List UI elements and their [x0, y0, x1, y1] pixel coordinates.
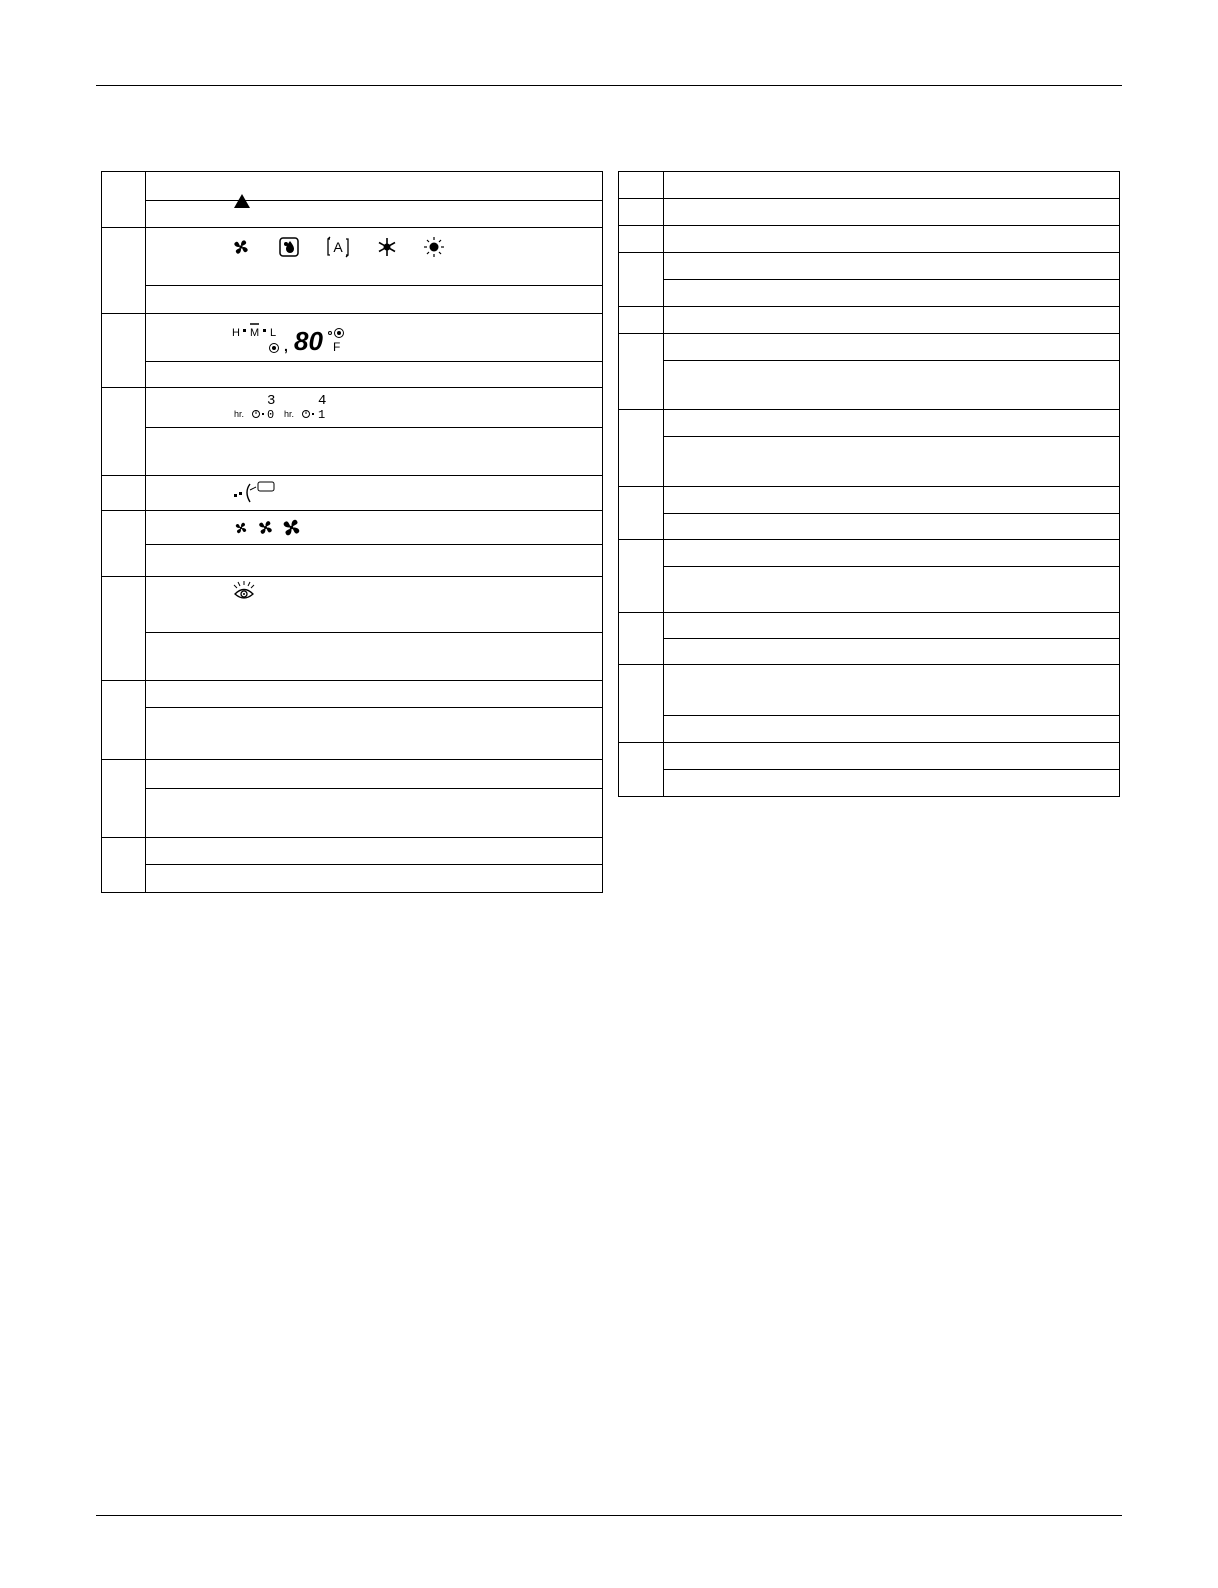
description-cell — [664, 307, 1120, 334]
table-row — [619, 567, 1120, 613]
item-number-cell — [619, 334, 664, 410]
auto-mode-icon — [325, 236, 351, 258]
description-cell — [146, 201, 603, 228]
item-number-cell — [619, 253, 664, 307]
heat-mode-icon — [423, 236, 445, 258]
up-triangle-icon — [234, 194, 250, 208]
table-row — [619, 743, 1120, 770]
table-row — [619, 253, 1120, 280]
table-row — [102, 511, 603, 545]
icon-cell — [146, 476, 603, 511]
table-row — [102, 545, 603, 577]
header-rule — [96, 85, 1122, 86]
description-cell — [664, 514, 1120, 540]
table-row — [102, 476, 603, 511]
description-cell — [664, 226, 1120, 253]
description-cell — [146, 633, 603, 681]
table-row — [102, 362, 603, 388]
icon-cell — [146, 314, 603, 362]
table-row — [102, 201, 603, 228]
table-row — [619, 487, 1120, 514]
eye-sensor-icon — [233, 581, 255, 601]
item-number-cell — [619, 172, 664, 199]
table-row — [619, 514, 1120, 540]
timer-off-digit-bottom: 1 — [318, 408, 326, 422]
icon-cell — [146, 172, 603, 201]
description-cell — [664, 280, 1120, 307]
fan-mode-icon — [232, 238, 250, 256]
timer-on-digit-bottom: 0 — [267, 408, 275, 422]
table-row — [619, 716, 1120, 743]
table-row — [619, 280, 1120, 307]
item-number-cell — [619, 665, 664, 743]
item-number-cell — [102, 314, 146, 388]
table-row — [619, 226, 1120, 253]
item-number-cell — [102, 172, 146, 228]
description-cell — [146, 362, 603, 388]
item-number-cell — [619, 487, 664, 540]
description-cell — [664, 613, 1120, 639]
table-row — [102, 286, 603, 314]
item-number-cell — [619, 199, 664, 226]
description-cell — [146, 428, 603, 476]
table-row — [102, 388, 603, 428]
fan-medium-label: M — [250, 327, 260, 339]
temp-separator: , — [284, 338, 288, 354]
item-number-cell — [619, 613, 664, 665]
table-row — [102, 865, 603, 893]
description-cell — [146, 789, 603, 838]
description-cell — [664, 716, 1120, 743]
fan-speed-low-icon — [234, 521, 248, 535]
swing-icon — [234, 480, 280, 506]
description-cell — [146, 708, 603, 760]
description-cell — [146, 838, 603, 865]
table-row — [619, 437, 1120, 487]
table-row — [619, 410, 1120, 437]
item-number-cell — [619, 743, 664, 797]
item-number-cell — [102, 388, 146, 476]
auto-letter: A — [333, 239, 343, 255]
description-cell — [664, 334, 1120, 361]
temp-digits: 80 — [294, 326, 323, 356]
table-row — [102, 172, 603, 201]
table-row — [102, 681, 603, 708]
item-number-cell — [102, 476, 146, 511]
description-cell — [664, 567, 1120, 613]
description-cell — [664, 253, 1120, 280]
description-cell — [146, 760, 603, 789]
description-cell — [664, 743, 1120, 770]
item-number-cell — [102, 838, 146, 893]
item-number-cell — [619, 540, 664, 613]
table-row — [619, 361, 1120, 410]
footer-rule — [96, 1515, 1122, 1516]
table-row — [102, 428, 603, 476]
table-row — [619, 172, 1120, 199]
table-row — [619, 665, 1120, 716]
right-table — [618, 171, 1120, 797]
table-row — [619, 199, 1120, 226]
description-cell — [664, 437, 1120, 487]
left-table — [101, 171, 603, 893]
item-number-cell — [619, 410, 664, 487]
table-row — [619, 540, 1120, 567]
item-number-cell — [102, 228, 146, 314]
table-row — [619, 334, 1120, 361]
table-row — [619, 639, 1120, 665]
fan-temp-display-icon — [232, 320, 372, 356]
icon-cell — [146, 388, 603, 428]
description-cell — [664, 199, 1120, 226]
description-cell — [664, 540, 1120, 567]
timer-off-digit-top: 4 — [318, 393, 327, 409]
temp-unit: F — [333, 340, 341, 354]
timer-on-digit-top: 3 — [267, 393, 276, 409]
icon-cell — [146, 228, 603, 286]
icon-cell — [146, 511, 603, 545]
icon-cell — [146, 577, 603, 633]
description-cell — [664, 639, 1120, 665]
description-cell — [664, 487, 1120, 514]
table-row — [102, 789, 603, 838]
table-row — [102, 228, 603, 286]
description-cell — [146, 681, 603, 708]
table-row — [619, 613, 1120, 639]
table-row — [102, 577, 603, 633]
table-row — [619, 770, 1120, 797]
description-cell — [146, 865, 603, 893]
fan-speed-high-icon — [281, 517, 302, 538]
description-cell — [146, 286, 603, 314]
timer-on-prefix: hr. — [234, 409, 245, 419]
item-number-cell — [619, 226, 664, 253]
fan-speed-medium-icon — [257, 519, 274, 536]
description-cell — [664, 665, 1120, 716]
table-row — [102, 760, 603, 789]
description-cell — [664, 770, 1120, 797]
description-cell — [664, 172, 1120, 199]
table-row — [102, 838, 603, 865]
table-row — [102, 708, 603, 760]
timer-display-icon — [234, 392, 354, 422]
fan-low-label: L — [270, 327, 277, 339]
description-cell — [664, 361, 1120, 410]
item-number-cell — [102, 511, 146, 577]
item-number-cell — [102, 760, 146, 838]
table-row — [619, 307, 1120, 334]
table-row — [102, 314, 603, 362]
item-number-cell — [619, 307, 664, 334]
fan-high-label: H — [232, 327, 240, 339]
item-number-cell — [102, 681, 146, 760]
timer-off-prefix: hr. — [284, 409, 295, 419]
table-row — [102, 633, 603, 681]
description-cell — [146, 545, 603, 577]
dry-mode-icon — [279, 237, 299, 257]
item-number-cell — [102, 577, 146, 681]
description-cell — [664, 410, 1120, 437]
cool-mode-icon — [377, 237, 397, 257]
